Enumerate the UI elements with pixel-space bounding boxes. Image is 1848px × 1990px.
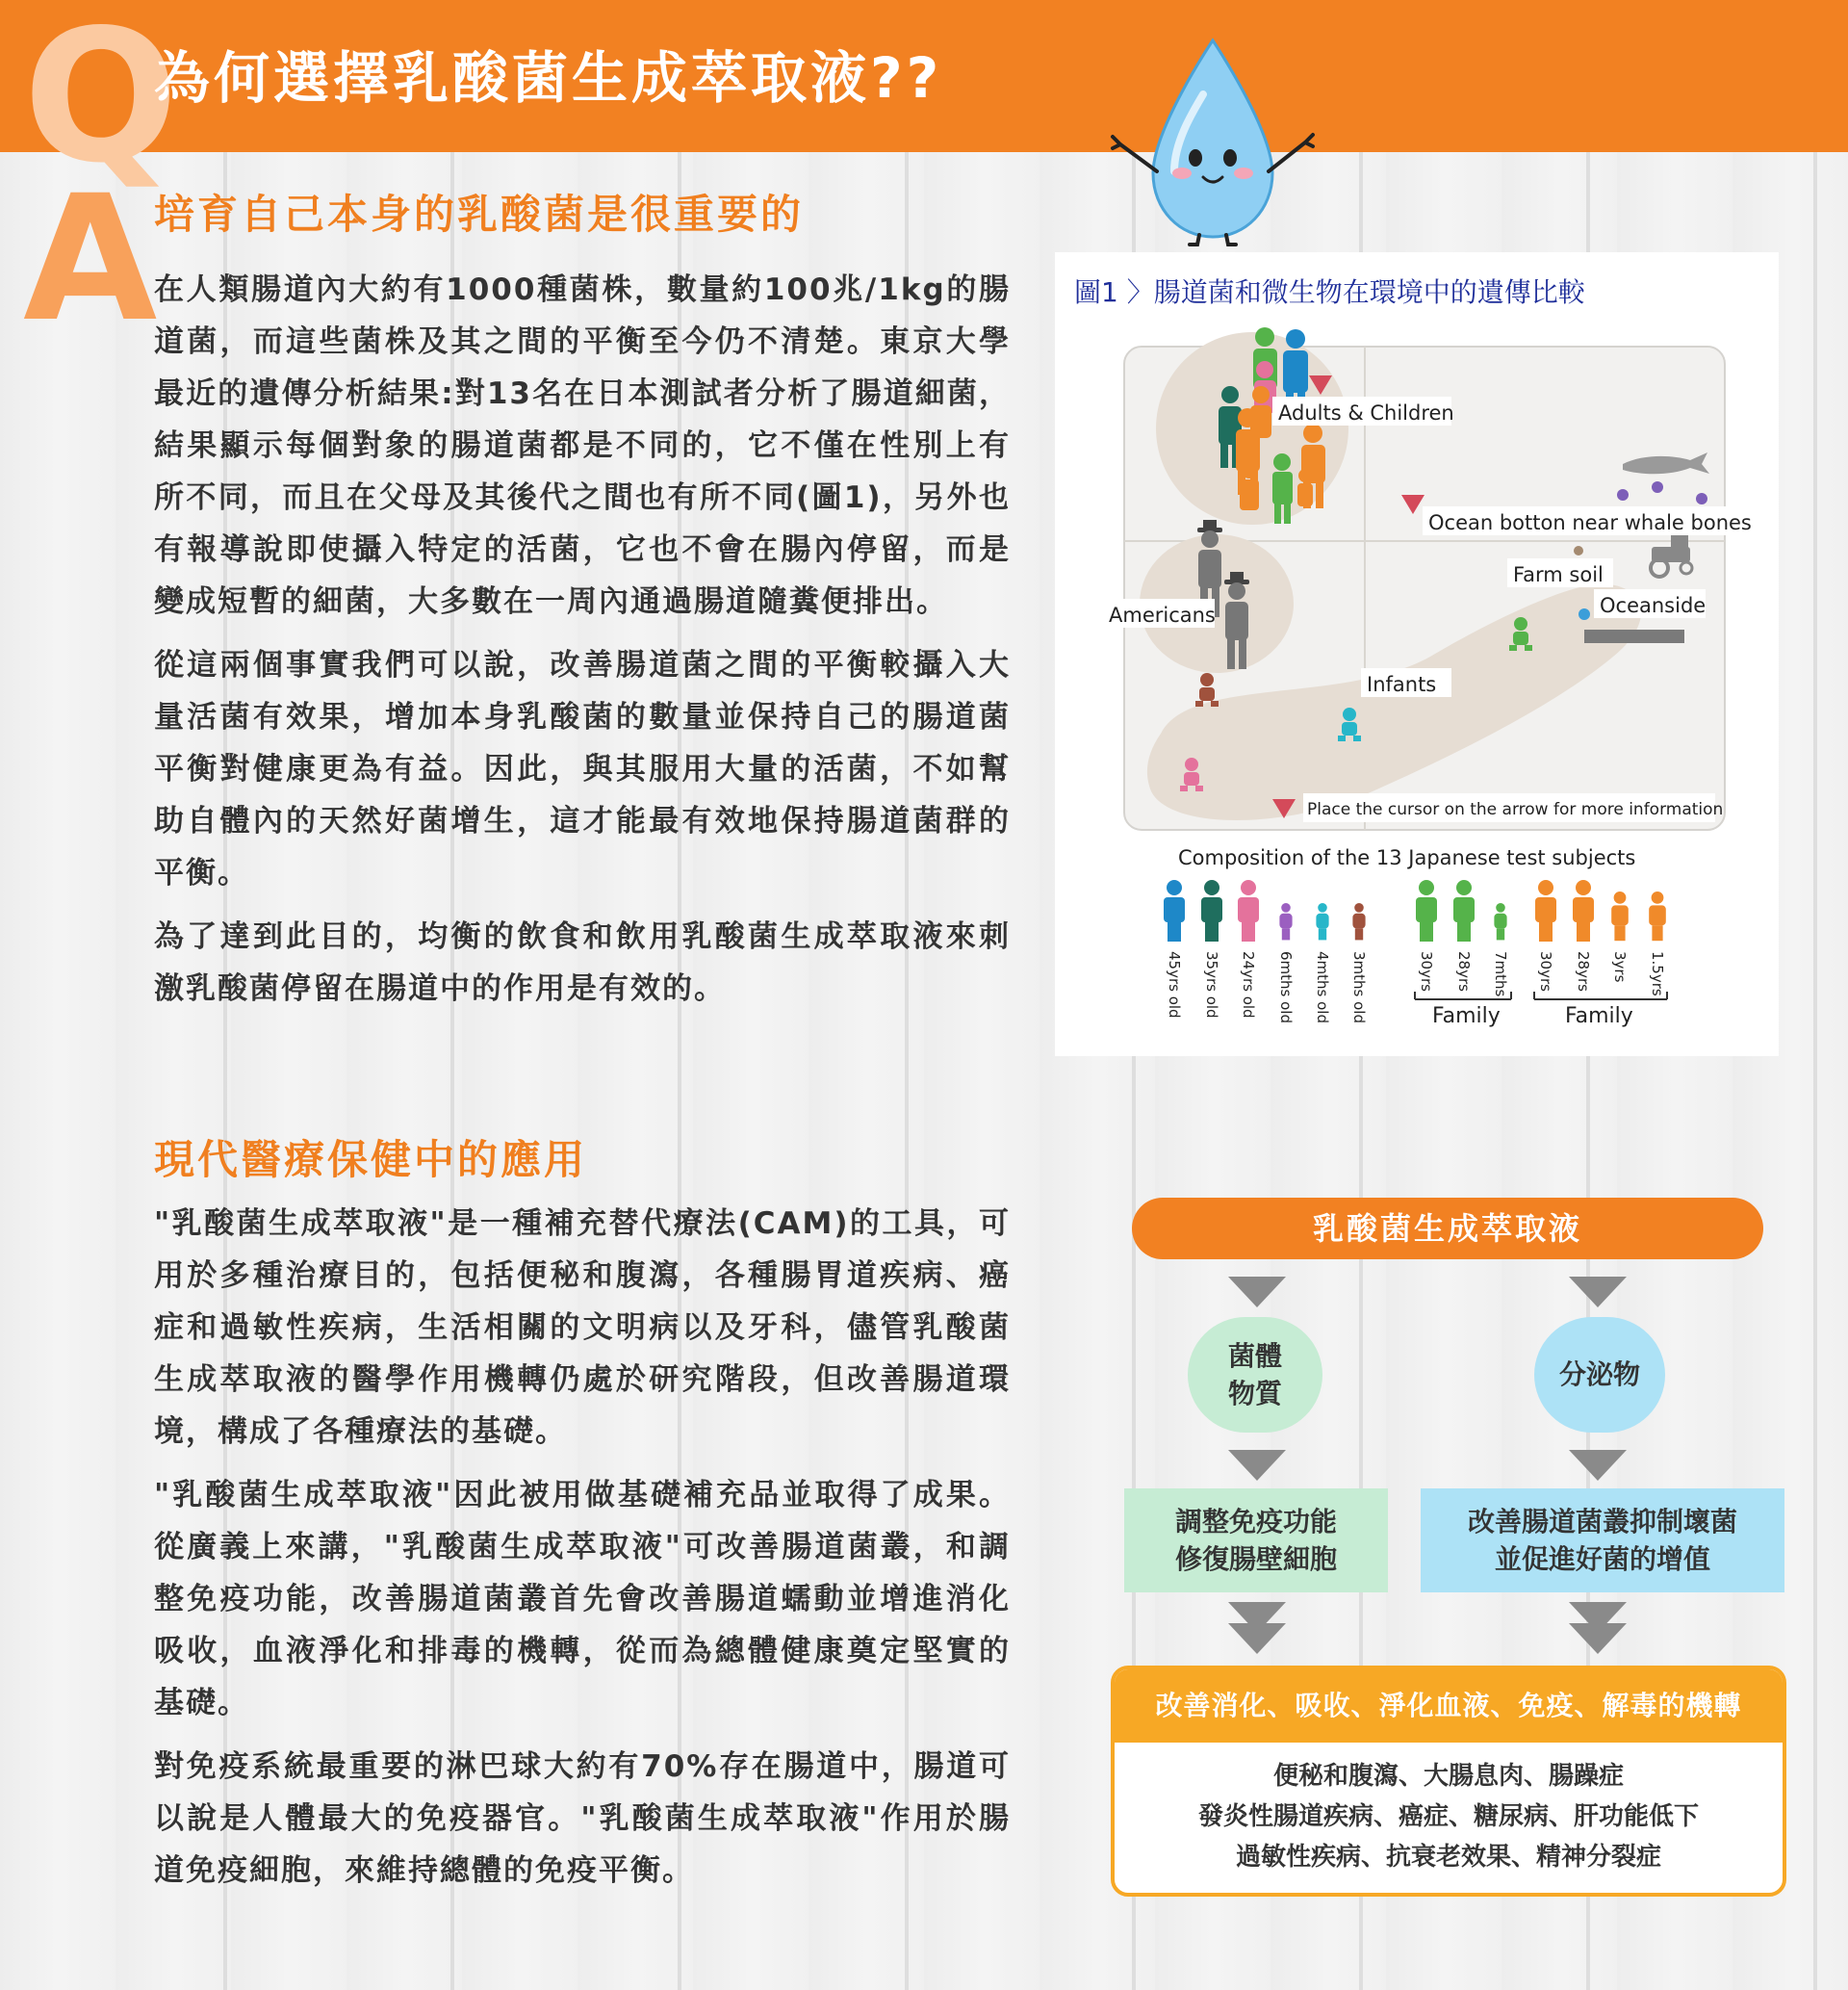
subject-figure-icon: [1573, 880, 1594, 942]
a-letter: A: [23, 159, 158, 360]
double-arrow-down-icon: [1569, 1602, 1627, 1654]
cursor-hint: Place the cursor on the arrow for more information: [1307, 800, 1724, 819]
double-arrow-down-icon: [1228, 1602, 1286, 1654]
subject-figure-icon: [1279, 903, 1292, 940]
subject-age-label: 1.5yrs: [1649, 951, 1666, 996]
subject-age-label: 35yrs old: [1203, 951, 1220, 1019]
map-label: Ocean botton near whale bones: [1428, 511, 1752, 534]
oceanside-icon: [1584, 630, 1684, 643]
arrow-down-icon: [1569, 1450, 1627, 1481]
composition-title: Composition of the 13 Japanese test subjects: [1178, 846, 1636, 869]
section-a-body: [154, 264, 1011, 1015]
arrow-down-icon: [1228, 1277, 1286, 1307]
paragraph: 為了達到此目的，均衡的飲食和飲用乳酸菌生成萃取液來刺激乳酸菌停留在腸道中的作用是有效的。: [154, 919, 1011, 1006]
subject-figure-icon: [1649, 892, 1666, 941]
flow-box-immune: 調整免疫功能 修復腸壁細胞: [1124, 1488, 1388, 1592]
subject-figure-icon: [1416, 880, 1437, 942]
subject-age-label: 30yrs: [1537, 951, 1554, 992]
flow-box-flora: 改善腸道菌叢抑制壞菌 並促進好菌的增值: [1421, 1488, 1784, 1592]
subject-figure-icon: [1611, 892, 1629, 941]
arrow-down-icon: [1569, 1277, 1627, 1307]
family-label: Family: [1565, 1004, 1633, 1028]
figure-title: 圖1 〉腸道菌和微生物在環境中的遺傳比較: [1074, 276, 1585, 308]
section-heading: 培育自己本身的乳酸菌是很重要的: [154, 191, 805, 238]
paragraph: "乳酸菌生成萃取液"因此被用做基礎補充品並取得了成果。從廣義上來講，"乳酸菌生成萃取液"可改善腸道菌叢，和調整免疫功能，改善腸道菌叢首先會改善腸道蠕動並增進消化吸收，血液淨化和排毒的機轉，從而為總體健康奠定堅實的基礎。: [154, 1478, 1011, 1720]
map-label: Adults & Children: [1278, 401, 1454, 425]
subject-age-label: 3mths old: [1350, 951, 1368, 1023]
water-drop-mascot-icon: [1107, 37, 1319, 248]
subject-figure-icon: [1453, 880, 1475, 942]
subject-figure-icon: [1164, 880, 1185, 942]
figure-map: [1055, 252, 1779, 1056]
subject-figure-icon: [1352, 903, 1365, 940]
figure-card: [1055, 252, 1779, 1056]
section-medical-body: [154, 1198, 1011, 1897]
paragraph: 從這兩個事實我們可以說，改善腸道菌之間的平衡較攝入大量活菌有效果，增加本身乳酸菌的數量並保持自己的腸道菌平衡對健康更為有益。因此，與其服用大量的活菌，不如幫助自體內的天然好菌增生，這才能最有效地保持腸道菌群的平衡。: [154, 648, 1011, 891]
subject-figure-icon: [1494, 903, 1506, 940]
disease-line: 過敏性疾病、抗衰老效果、精神分裂症: [1235, 1843, 1661, 1872]
subject-age-label: 45yrs old: [1166, 951, 1183, 1019]
flow-top-pill: 乳酸菌生成萃取液: [1132, 1198, 1763, 1259]
subject-figure-icon: [1535, 880, 1556, 942]
subject-age-label: 28yrs: [1455, 951, 1473, 992]
subject-figure-icon: [1238, 880, 1259, 942]
subject-age-label: 4mths old: [1314, 951, 1331, 1023]
page-title: 為何選擇乳酸菌生成萃取液??: [154, 45, 943, 111]
map-label: Oceanside: [1600, 594, 1707, 617]
flow-bubble-secretion: 分泌物: [1534, 1317, 1665, 1433]
subject-age-label: 3yrs: [1611, 951, 1629, 983]
flow-result-panel: [1111, 1666, 1786, 1897]
subject-age-label: 30yrs: [1418, 951, 1435, 992]
flow-mechanism-banner: 改善消化、吸收、淨化血液、免疫、解毒的機轉: [1115, 1669, 1783, 1743]
paragraph: 在人類腸道內大約有1000種菌株，數量約100兆/1kg的腸道菌，而這些菌株及其之間的平衡至今仍不清楚。東京大學最近的遺傳分析結果:對13名在日本測試者分析了腸道細菌，結果顯示每個對象的腸道菌都是不同的，它不僅在性別上有所不同，而且在父母及其後代之間也有所不同(圖1)，另外也有報導說即使攝入特定的活菌，它也不會在腸內停留，而是變成短暫的細菌，大多數在一周內通過腸道隨糞便排出。: [154, 272, 1011, 619]
flow-bubble-bacteria: 菌體 物質: [1188, 1317, 1322, 1433]
paragraph: "乳酸菌生成萃取液"是一種補充替代療法(CAM)的工具，可用於多種治療目的，包括便秘和腹瀉，各種腸胃道疾病、癌症和過敏性疾病，生活相關的文明病以及牙科，儘管乳酸菌生成萃取液的醫學作用機轉仍處於研究階段，但改善腸道環境，構成了各種療法的基礎。: [154, 1206, 1011, 1449]
disease-line: 便秘和腹瀉、大腸息肉、腸躁症: [1272, 1762, 1624, 1791]
paragraph: 對免疫系統最重要的淋巴球大約有70%存在腸道中，腸道可以說是人體最大的免疫器官。"乳酸菌生成萃取液"作用於腸道免疫細胞，來維持總體的免疫平衡。: [154, 1749, 1011, 1888]
subject-age-label: 28yrs: [1575, 951, 1592, 992]
q-letter: Q: [23, 0, 179, 203]
map-label: Farm soil: [1513, 563, 1604, 586]
map-label: Infants: [1367, 673, 1437, 696]
family-label: Family: [1432, 1004, 1501, 1028]
subject-figure-icon: [1316, 903, 1328, 940]
arrow-down-icon: [1228, 1450, 1286, 1481]
section-heading: 現代醫療保健中的應用: [154, 1136, 588, 1183]
subject-age-label: 24yrs old: [1240, 951, 1257, 1019]
subject-figure-icon: [1201, 880, 1222, 942]
map-label: Americans: [1109, 604, 1216, 627]
disease-line: 發炎性腸道疾病、癌症、糖尿病、肝功能低下: [1197, 1802, 1699, 1831]
subjects-row: [1164, 880, 1666, 1023]
subject-age-label: 7mths: [1492, 951, 1509, 997]
subject-age-label: 6mths old: [1277, 951, 1295, 1023]
